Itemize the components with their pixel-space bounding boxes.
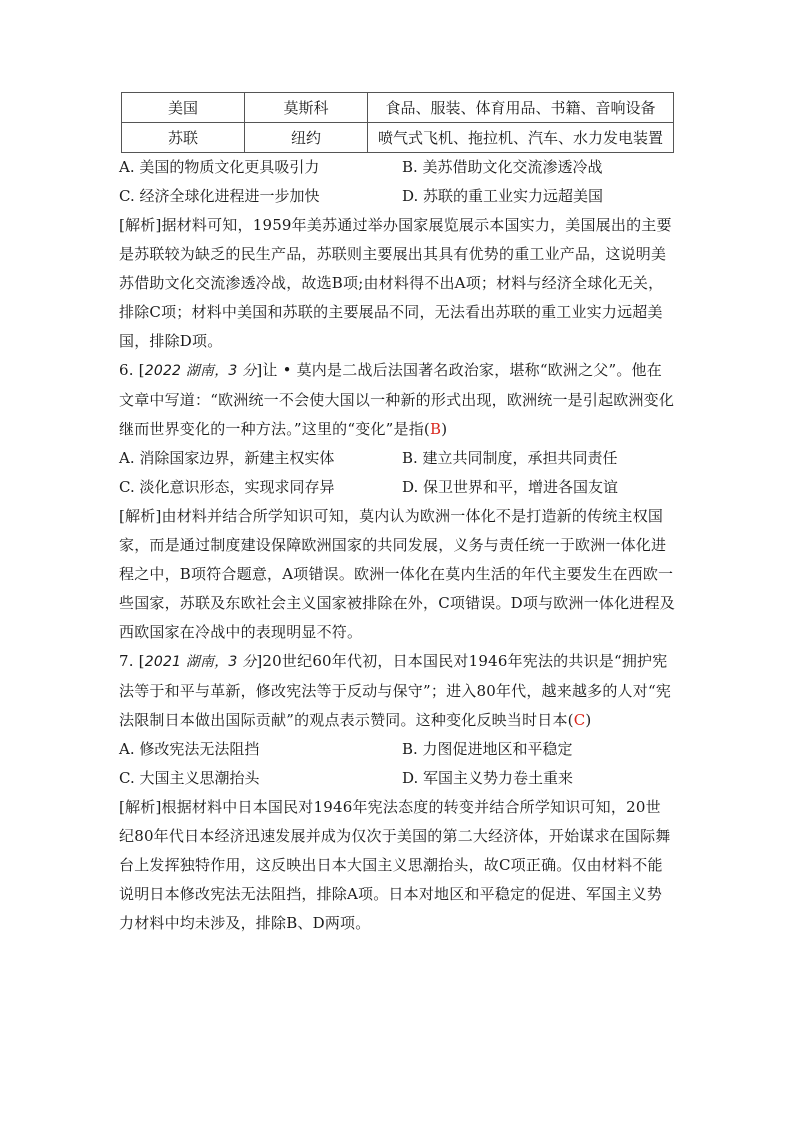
option-d: D. 军国主义势力卷土重来 xyxy=(402,769,574,787)
table-cell: 苏联 xyxy=(122,123,245,153)
table-cell: 食品、服装、体育用品、书籍、音响设备 xyxy=(368,93,674,123)
q5-options xyxy=(119,153,675,211)
option-c: C. 经济全球化进程进一步加快 xyxy=(119,187,320,205)
option-b: B. 美苏借助文化交流渗透冷战 xyxy=(402,158,603,176)
q5-analysis: [解析]据材料可知，1959年美苏通过举办国家展览展示本国实力，美国展出的主要是苏联较为缺乏的民生产品，苏联则主要展出其具有优势的重工业产品，这说明美苏借助文化交流渗透冷战，故选B项;由材料得不出A项；材料与经济全球化无关，排除C项；材料中美国和苏联的主要展品不同，无法看出苏联的重工业实力远超美国，排除D项。 xyxy=(119,216,672,350)
q7-analysis: [解析]根据材料中日本国民对1946年宪法态度的转变并结合所学知识可知，20世纪80年代日本经济迅速发展并成为仅次于美国的第二大经济体，开始谋求在国际舞台上发挥独特作用，这反映出日本大国主义思潮抬头，故C项正确。仅由材料不能说明日本修改宪法无法阻挡，排除A项。日本对地区和平稳定的促进、军国主义势力材料中均未涉及，排除B、D两项。 xyxy=(119,798,671,932)
table-cell: 纽约 xyxy=(245,123,368,153)
option-c: C. 淡化意识形态，实现求同存异 xyxy=(119,478,335,496)
q6-stem xyxy=(119,356,675,444)
option-b: B. 建立共同制度，承担共同责任 xyxy=(402,449,618,467)
question-number: 7. [ xyxy=(119,652,145,670)
question-source: 2021 湖南，3 分 xyxy=(144,654,257,670)
option-b: B. 力图促进地区和平稳定 xyxy=(402,740,573,758)
question-number: 6. [ xyxy=(119,361,145,379)
q6-analysis: [解析]由材料并结合所学知识可知，莫内认为欧洲一体化不是打造新的传统主权国家，而是通过制度建设保障欧洲国家的共同发展，义务与责任统一于欧洲一体化进程之中，B项符合题意，A项错误。欧洲一体化在莫内生活的年代主要发生在西欧一些国家，苏联及东欧社会主义国家被排除在外，C项错误。D项与欧洲一体化进程及西欧国家在冷战中的表现明显不符。 xyxy=(119,507,675,641)
table-row xyxy=(122,93,674,123)
q6-options xyxy=(119,444,675,502)
q7-stem xyxy=(119,647,675,735)
option-d: D. 苏联的重工业实力远超美国 xyxy=(402,187,604,205)
table-cell: 喷气式飞机、拖拉机、汽车、水力发电装置 xyxy=(368,123,674,153)
option-a: A. 修改宪法无法阻挡 xyxy=(119,740,260,758)
answer-letter: B xyxy=(429,420,442,438)
answer-close: ) xyxy=(441,420,448,438)
answer-close: ) xyxy=(585,711,592,729)
exhibition-table xyxy=(121,92,674,153)
table-cell: 美国 xyxy=(122,93,245,123)
option-a: A. 消除国家边界，新建主权实体 xyxy=(119,449,335,467)
table-row xyxy=(122,123,674,153)
question-text: ]让 • 莫内是二战后法国著名政治家，堪称“欧洲之父”。他在文章中写道：“欧洲统一不会使大国以一种新的形式出现，欧洲统一是引起欧洲变化继而世界变化的一种方法。”这里的“变化”是指( xyxy=(119,361,675,438)
option-c: C. 大国主义思潮抬头 xyxy=(119,769,260,787)
question-text: ]20世纪60年代初，日本国民对1946年宪法的共识是“拥护宪法等于和平与革新，修改宪法等于反动与保守”；进入80年代，越来越多的人对“宪法限制日本做出国际贡献”的观点表示赞同。这种变化反映当时日本( xyxy=(119,652,672,729)
document-content xyxy=(119,92,675,938)
table-cell: 莫斯科 xyxy=(245,93,368,123)
option-a: A. 美国的物质文化更具吸引力 xyxy=(119,158,320,176)
q7-options xyxy=(119,735,675,793)
option-d: D. 保卫世界和平，增进各国友谊 xyxy=(402,478,619,496)
answer-letter: C xyxy=(573,711,586,729)
question-source: 2022 湖南，3 分 xyxy=(144,363,257,379)
